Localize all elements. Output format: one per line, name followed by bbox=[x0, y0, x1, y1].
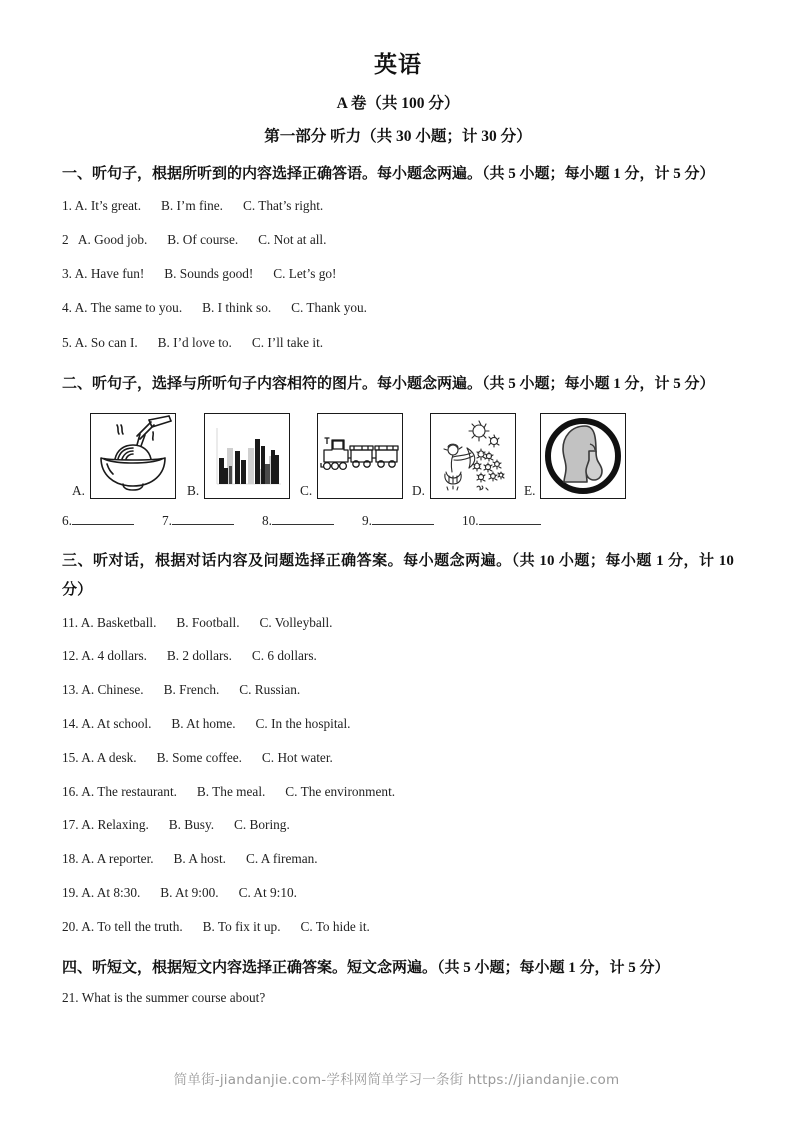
answer-blank-8[interactable] bbox=[272, 511, 334, 525]
question-item: 4. A. The same to you. B. I think so. C. Thank you. bbox=[62, 300, 367, 316]
page-content bbox=[62, 52, 734, 1025]
question-item: 19. A. At 8:30. B. At 9:00. C. At 9:10. bbox=[62, 885, 297, 900]
page-title: 英语 bbox=[374, 52, 422, 78]
picture-label-b: B. bbox=[187, 482, 200, 498]
question-item: 18. A. A reporter. B. A host. C. A fireman. bbox=[62, 851, 318, 867]
question-item: 13. A. Chinese. B. French. C. Russian. bbox=[62, 682, 301, 698]
section-2-heading: 二、听句子，选择与所听句子内容相符的图片。每小题念两遍。（共 5 小题；每小题 1 分，计 5 分） bbox=[62, 375, 715, 392]
question-item: 15. A. A desk. B. Some coffee. C. Hot water. bbox=[62, 749, 333, 765]
section-3-heading: 三、听对话，根据对话内容及问题选择正确答案。每小题念两遍。（共 10 小题；每小题 1 分，计 10 分） bbox=[62, 553, 734, 599]
picture-option-e bbox=[524, 413, 626, 499]
picture-option-c bbox=[300, 413, 403, 499]
picture-label-a: A. bbox=[72, 482, 85, 498]
blank-number-6: 6. bbox=[62, 512, 72, 528]
answer-blank-10[interactable] bbox=[479, 511, 541, 525]
picture-label-d: D. bbox=[412, 482, 425, 498]
noodle-bowl-chopsticks-icon bbox=[90, 413, 176, 499]
blank-number-7: 7. bbox=[161, 512, 172, 528]
question-item: 14. A. At school. B. At home. C. In the hospital. bbox=[62, 716, 351, 732]
section-1-questions bbox=[62, 199, 734, 349]
picture-label-c: C. bbox=[300, 482, 313, 498]
answer-blank-7[interactable] bbox=[172, 511, 234, 525]
bar-chart-icon bbox=[204, 413, 290, 499]
picture-option-a bbox=[72, 413, 176, 499]
question-item: 11. A. Basketball. B. Football. C. Volleyball. bbox=[62, 614, 333, 630]
picture-options-row bbox=[62, 413, 734, 505]
picture-option-b bbox=[187, 413, 290, 499]
question-item: 21. What is the summer course about? bbox=[62, 989, 266, 1005]
volume-subtitle: A 卷（共 100 分） bbox=[336, 94, 460, 112]
question-item: 17. A. Relaxing. B. Busy. C. Boring. bbox=[62, 817, 290, 833]
section-3-questions bbox=[62, 616, 734, 933]
section-4-heading: 四、听短文，根据短文内容选择正确答案。短文念两遍。（共 5 小题；每小题 1 分，计 5 分） bbox=[62, 959, 670, 976]
watermark-footer: 简单街-jiandanjie.com-学科网简单学习一条街 https://jiandanjie.com bbox=[173, 1072, 620, 1088]
blank-number-10: 10. bbox=[461, 512, 479, 528]
question-item: 12. A. 4 dollars. B. 2 dollars. C. 6 dollars. bbox=[62, 648, 317, 664]
answer-blank-6[interactable] bbox=[72, 511, 134, 525]
blank-number-8: 8. bbox=[261, 512, 272, 528]
section-1-heading: 一、听句子，根据所听到的内容选择正确答语。每小题念两遍。（共 5 小题；每小题 1 分，计 5 分） bbox=[62, 165, 715, 182]
question-item: 20. A. To tell the truth. B. To fix it up. C. To hide it. bbox=[62, 918, 370, 934]
question-item: 3. A. Have fun! B. Sounds good! C. Let’s go! bbox=[62, 266, 337, 282]
question-item: 2 A. Good job. B. Of course. C. Not at all. bbox=[62, 232, 327, 248]
question-item: 5. A. So can I. B. I’d love to. C. I’ll take it. bbox=[62, 334, 324, 350]
picture-option-d bbox=[412, 413, 516, 499]
part-title: 第一部分 听力（共 30 小题；计 30 分） bbox=[264, 127, 532, 145]
person-with-flowers-sketch-icon bbox=[430, 413, 516, 499]
blank-number-9: 9. bbox=[361, 512, 372, 528]
head-silhouette-circle-icon bbox=[540, 413, 626, 499]
answer-blank-9[interactable] bbox=[372, 511, 434, 525]
section-4-questions bbox=[62, 991, 734, 1004]
question-item: 1. A. It’s great. B. I’m fine. C. That’s right. bbox=[62, 198, 324, 214]
picture-label-e: E. bbox=[524, 482, 536, 498]
question-item: 16. A. The restaurant. B. The meal. C. The environment. bbox=[62, 783, 396, 799]
train-icon bbox=[317, 413, 403, 499]
answer-blanks-row bbox=[62, 511, 734, 529]
